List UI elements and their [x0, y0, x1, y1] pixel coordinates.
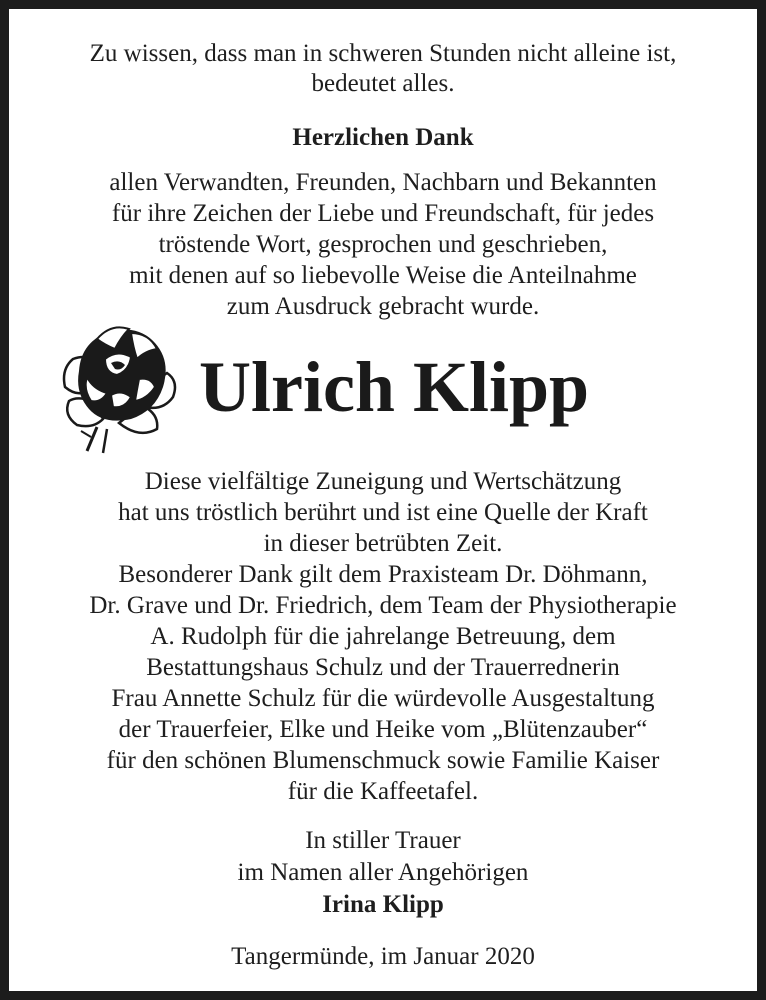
name-row: [59, 319, 719, 459]
place-date: Tangermünde, im Januar 2020: [231, 943, 535, 970]
body-text-line: Bestattungshaus Schulz und der Trauerrednerin: [146, 654, 620, 681]
thanks-text-line: tröstende Wort, gesprochen und geschrieben,: [158, 231, 608, 258]
body-text-line: A. Rudolph für die jahrelange Betreuung, dem: [150, 623, 616, 650]
thanks-text-line: zum Ausdruck gebracht wurde.: [226, 293, 540, 320]
body-text-line: in dieser betrübten Zeit.: [263, 530, 503, 557]
rose-icon: [59, 319, 184, 454]
body-text-line: Diese vielfältige Zuneigung und Wertschätzung: [144, 468, 622, 495]
thanks-text-line: allen Verwandten, Freunden, Nachbarn und Bekannten: [109, 169, 657, 196]
body-text-line: Dr. Grave und Dr. Friedrich, dem Team der Physiotherapie: [89, 592, 677, 619]
body-text-line: für den schönen Blumenschmuck sowie Familie Kaiser: [106, 747, 660, 774]
signer-name: Irina Klipp: [322, 891, 444, 918]
thanks-text-line: für ihre Zeichen der Liebe und Freundschaft, für jedes: [111, 200, 655, 227]
closing-line-1: In stiller Trauer: [305, 827, 461, 854]
intro-line-1: Zu wissen, dass man in schweren Stunden nicht alleine ist,: [89, 40, 677, 67]
body-text-line: der Trauerfeier, Elke und Heike vom „Blütenzauber“: [118, 716, 648, 743]
closing-line-2: im Namen aller Angehörigen: [237, 859, 529, 886]
body-text-line: Besonderer Dank gilt dem Praxisteam Dr. Döhmann,: [118, 561, 648, 588]
deceased-name: Ulrich Klipp: [199, 347, 590, 427]
body-text-line: für die Kaffeetafel.: [287, 778, 479, 805]
intro-line-2: bedeutet alles.: [311, 70, 455, 97]
body-text-line: hat uns tröstlich berührt und ist eine Quelle der Kraft: [118, 499, 648, 526]
thanks-text-line: mit denen auf so liebevolle Weise die Anteilnahme: [129, 262, 637, 289]
thanks-heading: Herzlichen Dank: [292, 124, 474, 151]
body-text-line: Frau Annette Schulz für die würdevolle Ausgestaltung: [111, 685, 655, 712]
